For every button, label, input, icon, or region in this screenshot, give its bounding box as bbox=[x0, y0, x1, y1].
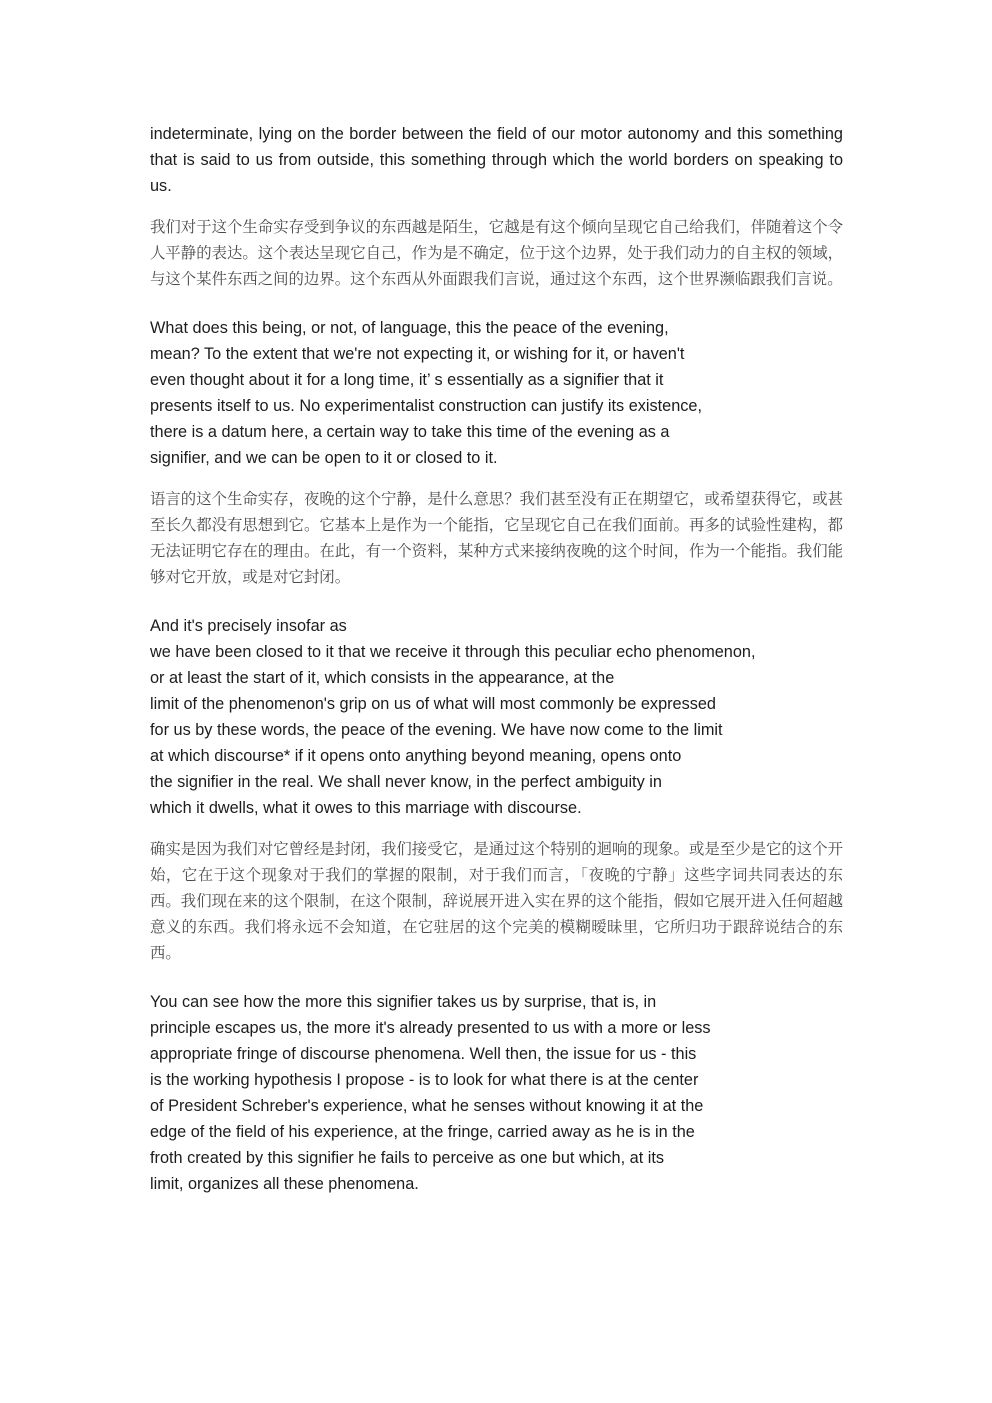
text-line: froth created by this signifier he fails to perceive as one but which, at its bbox=[150, 1149, 665, 1167]
document-body bbox=[150, 121, 843, 1197]
text-line: edge of the field of his experience, at the fringe, carried away as he is in the bbox=[150, 1123, 695, 1141]
text-line: is the working hypothesis I propose - is to look for what there is at the center bbox=[150, 1071, 699, 1089]
text-line: principle escapes us, the more it's already presented to us with a more or less bbox=[150, 1019, 711, 1037]
paragraph-english-4 bbox=[150, 989, 843, 1197]
text-line: or at least the start of it, which consists in the appearance, at the bbox=[150, 669, 615, 687]
text-line: appropriate fringe of discourse phenomena. Well then, the issue for us - this bbox=[150, 1045, 697, 1063]
paragraph-chinese-2: 语言的这个生命实存，夜晚的这个宁静，是什么意思？我们甚至没有正在期望它，或希望获得它，或甚至长久都没有思想到它。它基本上是作为一个能指，它呈现它自己在我们面前。再多的试验性建构，都无法证明它存在的理由。在此，有一个资料，某种方式来接纳夜晚的这个时间，作为一个能指。我们能够对它开放，或是对它封闭。 bbox=[150, 490, 843, 586]
text-line: even thought about it for a long time, it’ s essentially as a signifier that it bbox=[150, 371, 664, 389]
text-line: of President Schreber's experience, what he senses without knowing it at the bbox=[150, 1097, 704, 1115]
text-line: we have been closed to it that we receive it through this peculiar echo phenomenon, bbox=[150, 643, 756, 661]
text-line: which it dwells, what it owes to this marriage with discourse. bbox=[150, 799, 582, 817]
text-line: presents itself to us. No experimentalist construction can justify its existence, bbox=[150, 397, 702, 415]
text-line: limit, organizes all these phenomena. bbox=[150, 1175, 419, 1193]
text-line: the signifier in the real. We shall never know, in the perfect ambiguity in bbox=[150, 773, 662, 791]
text-line: at which discourse* if it opens onto anything beyond meaning, opens onto bbox=[150, 747, 682, 765]
text-line: And it's precisely insofar as bbox=[150, 617, 347, 635]
text-line: What does this being, or not, of language, this the peace of the evening, bbox=[150, 319, 669, 337]
paragraph-english-2 bbox=[150, 315, 843, 471]
paragraph-chinese-1: 我们对于这个生命实存受到争议的东西越是陌生，它越是有这个倾向呈现它自己给我们，伴随着这个令人平静的表达。这个表达呈现它自己，作为是不确定，位于这个边界，处于我们动力的自主权的领域，与这个某件东西之间的边界。这个东西从外面跟我们言说，通过这个东西，这个世界濒临跟我们言说。 bbox=[150, 218, 843, 288]
paragraph-english-1 bbox=[150, 121, 843, 199]
text-line: limit of the phenomenon's grip on us of what will most commonly be expressed bbox=[150, 695, 716, 713]
text-line: You can see how the more this signifier takes us by surprise, that is, in bbox=[150, 993, 657, 1011]
paragraph-english-3 bbox=[150, 613, 843, 821]
text-line: for us by these words, the peace of the evening. We have now come to the limit bbox=[150, 721, 723, 739]
paragraph-chinese-3: 确实是因为我们对它曾经是封闭，我们接受它，是通过这个特别的迴响的现象。或是至少是它的这个开始，它在于这个现象对于我们的掌握的限制，对于我们而言，「夜晚的宁静」这些字词共同表达的东西。我们现在来的这个限制，在这个限制，辞说展开进入实在界的这个能指，假如它展开进入任何超越意义的东西。我们将永远不会知道，在它驻居的这个完美的模糊暧昧里，它所归功于跟辞说结合的东西。 bbox=[150, 840, 843, 962]
text-line: there is a datum here, a certain way to take this time of the evening as a bbox=[150, 423, 670, 441]
text-line: mean? To the extent that we're not expecting it, or wishing for it, or haven't bbox=[150, 345, 685, 363]
paragraph-text: indeterminate, lying on the border between the field of our motor autonomy and this something that is said to us from outside, this something through which the world borders on speaking to us. bbox=[150, 125, 843, 195]
text-line: signifier, and we can be open to it or closed to it. bbox=[150, 449, 498, 467]
